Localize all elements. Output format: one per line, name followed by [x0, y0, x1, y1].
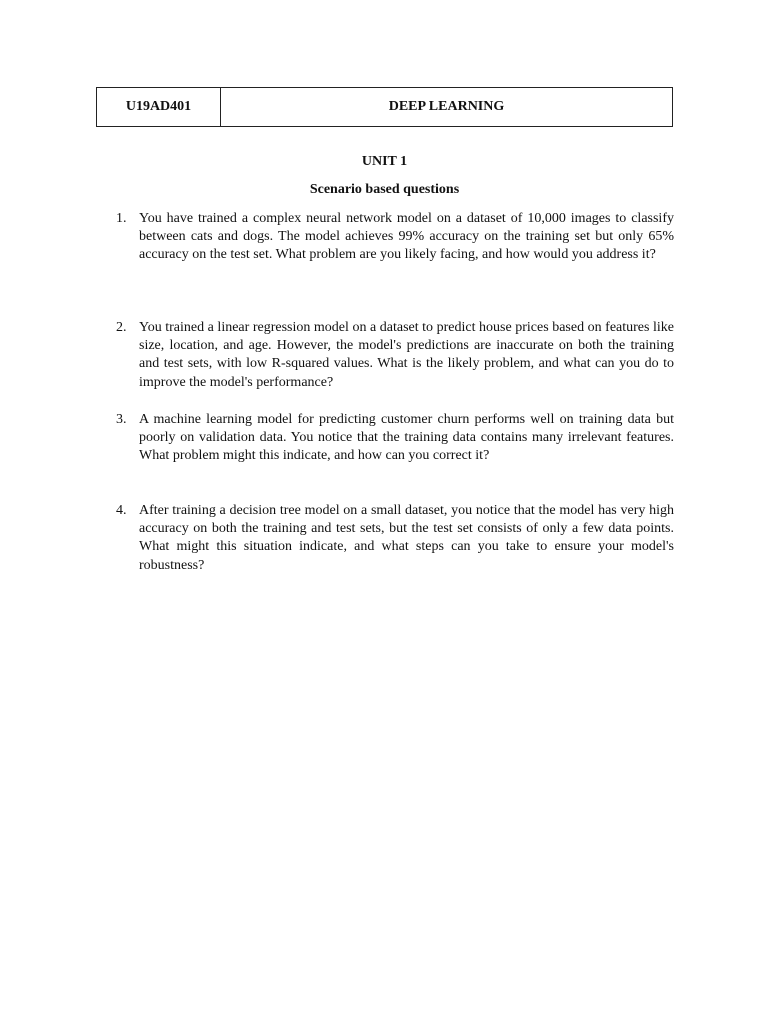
unit-title-row: [96, 154, 673, 170]
question-number: 1.: [116, 211, 127, 226]
question-text: A machine learning model for predicting customer churn performs well on training data but poorly on validation data. You notice that the training data contains many irrelevant features. What problem might this indicate, and how can you correct it?: [139, 412, 674, 464]
unit-title: UNIT 1: [361, 154, 408, 169]
question-number: 3.: [116, 412, 127, 427]
course-header-table: [96, 87, 673, 127]
unit-subtitle-row: [96, 182, 673, 198]
course-code: U19AD401: [97, 88, 221, 126]
question-text: You have trained a complex neural network model on a dataset of 10,000 images to classify between cats and dogs. The model achieves 99% accuracy on the training set but only 65% accuracy on the test set. What problem are you likely facing, and how would you address it?: [139, 211, 674, 263]
course-title: DEEP LEARNING: [388, 99, 505, 114]
unit-subtitle: Scenario based questions: [309, 182, 460, 197]
question-text: After training a decision tree model on a small dataset, you notice that the model has very high accuracy on both the training and test sets, but the test set consists of only a few data points. What might this situation indicate, and what steps can you take to ensure your model's robustness?: [139, 503, 674, 573]
question-number: 2.: [116, 320, 127, 335]
question-number: 4.: [116, 503, 127, 518]
question-text: You trained a linear regression model on a dataset to predict house prices based on features like size, location, and age. However, the model's predictions are inaccurate on both the training and test sets, with low R-squared values. What is the likely problem, and what can you do to improve the model's performance?: [139, 320, 674, 390]
